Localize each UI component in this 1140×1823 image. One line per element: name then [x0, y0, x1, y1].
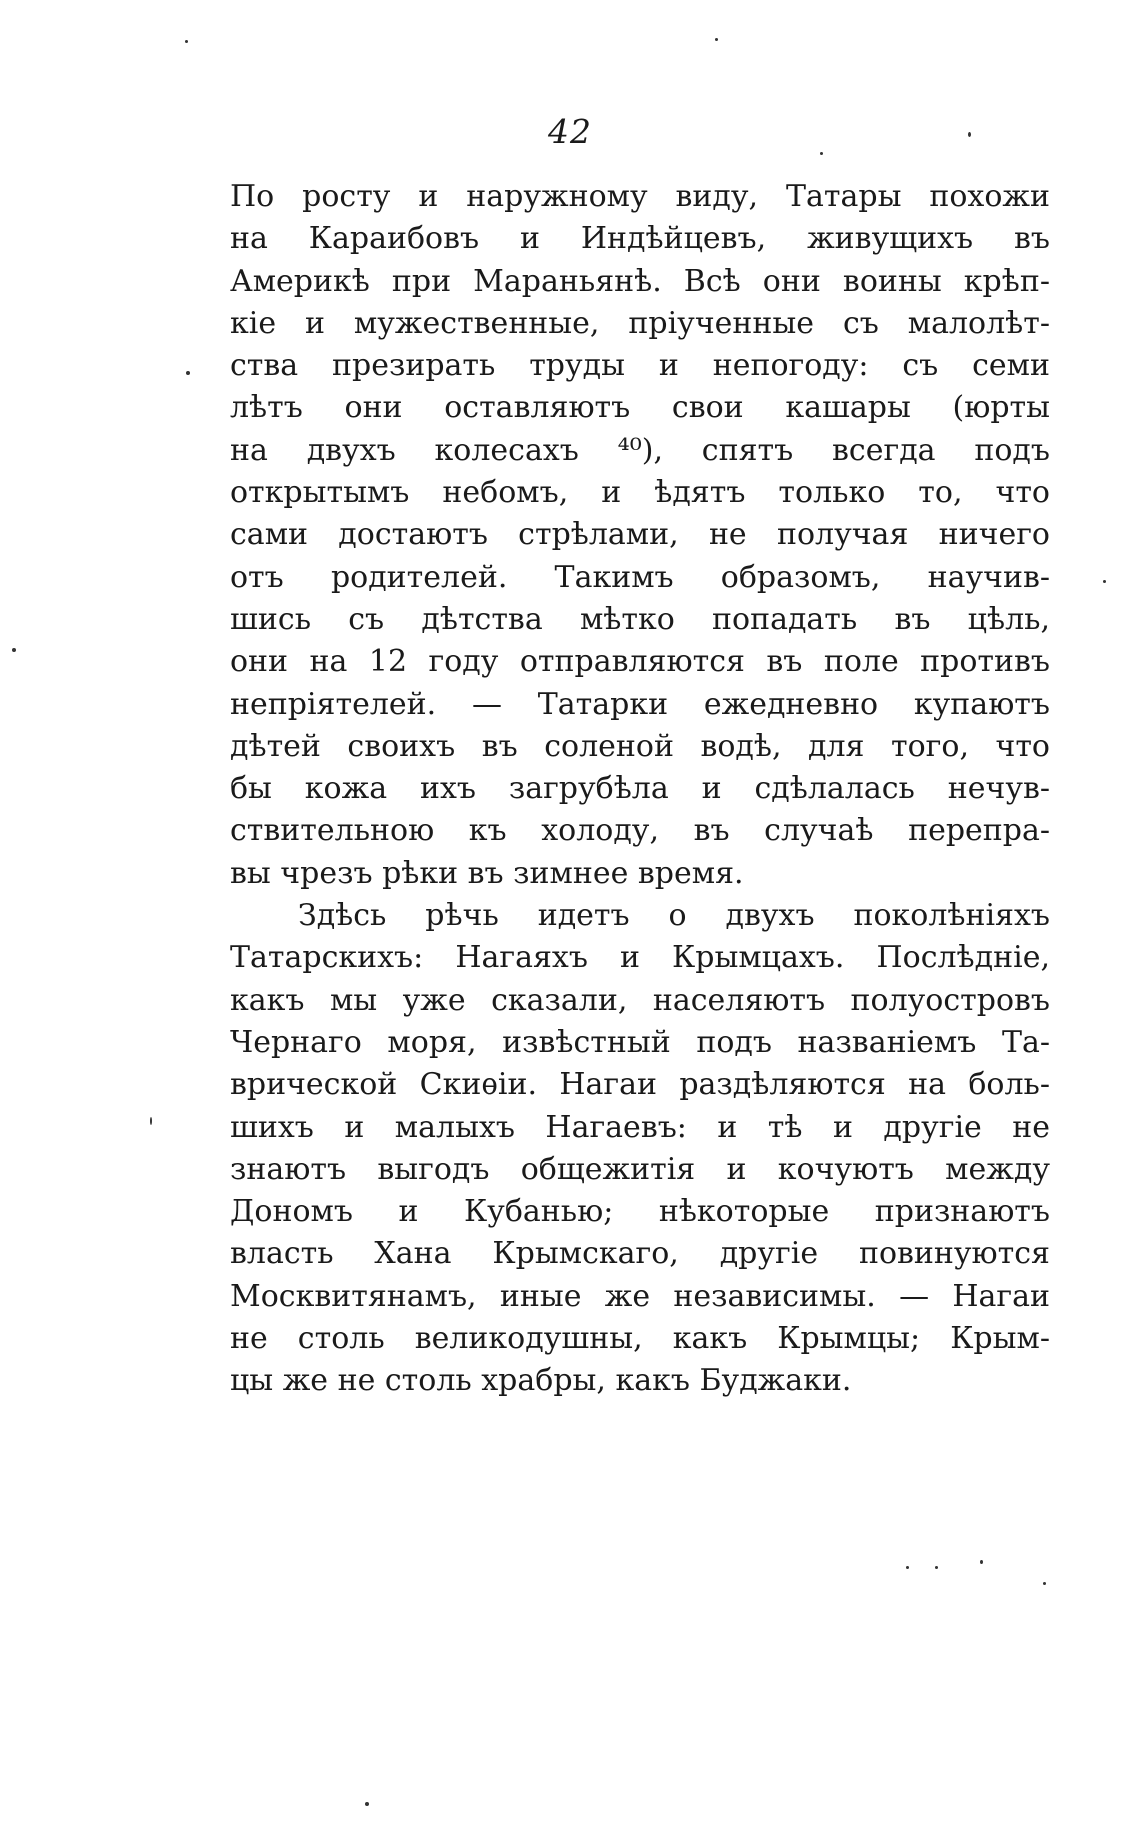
text-line: Чернаго моря, извѣстный подъ названіемъ Та- — [230, 1024, 1050, 1060]
paragraph-start-line: Здѣсь рѣчь идетъ о двухъ поколѣніяхъ — [298, 898, 1050, 934]
text-line: ства презирать труды и непогоду: съ семи — [230, 348, 1050, 384]
text-line: шихъ и малыхъ Нагаевъ: и тѣ и другіе не — [230, 1109, 1050, 1145]
paragraph-end-line: цы же не столь храбры, какъ Буджаки. — [230, 1363, 852, 1399]
text-line: врической Скиѳіи. Нагаи раздѣляются на боль- — [230, 1067, 1050, 1103]
text-line: на Караибовъ и Индѣйцевъ, живущихъ въ — [230, 221, 1050, 257]
print-speck — [968, 132, 971, 137]
paragraph-end-line: вы чрезъ рѣки въ зимнее время. — [230, 855, 744, 891]
text-line: они на 12 году отправляются въ поле противъ — [230, 644, 1050, 680]
print-speck — [820, 152, 823, 155]
text-line: на двухъ колесахъ ⁴⁰), спятъ всегда подъ — [230, 432, 1050, 468]
text-line: власть Хана Крымскаго, другіе повинуются — [230, 1236, 1050, 1272]
print-speck — [1043, 1582, 1046, 1585]
print-speck — [1103, 580, 1106, 583]
text-line: какъ мы уже сказали, населяютъ полуостровъ — [230, 982, 1050, 1018]
text-line: Москвитянамъ, иные же независимы. — Нагаи — [230, 1278, 1050, 1314]
text-line: сами достаютъ стрѣлами, не получая ничего — [230, 517, 1050, 553]
print-speck — [150, 1117, 152, 1125]
text-line: кіе и мужественные, пріученные съ малолѣт- — [230, 305, 1050, 341]
text-line: не столь великодушны, какъ Крымцы; Крым- — [230, 1321, 1050, 1357]
print-speck — [12, 648, 16, 652]
print-speck — [186, 371, 190, 375]
text-line: лѣтъ они оставляютъ свои кашары (юрты — [230, 390, 1050, 426]
print-speck — [980, 1560, 983, 1564]
text-line: По росту и наружному виду, Татары похожи — [230, 179, 1050, 214]
text-line: шись съ дѣтства мѣтко попадать въ цѣль, — [230, 601, 1050, 637]
text-line: бы кожа ихъ загрубѣла и сдѣлалась нечув- — [230, 771, 1050, 807]
text-line: отъ родителей. Такимъ образомъ, научив- — [230, 559, 1050, 595]
text-line: открытымъ небомъ, и ѣдятъ только то, что — [230, 475, 1050, 511]
print-speck — [185, 40, 188, 43]
text-line: знаютъ выгодъ общежитія и кочуютъ между — [230, 1151, 1050, 1187]
body-text — [230, 176, 1050, 1403]
print-speck — [935, 1566, 938, 1569]
print-speck — [365, 1802, 369, 1806]
text-line: Дономъ и Кубанью; нѣкоторые признаютъ — [230, 1194, 1050, 1230]
text-line: дѣтей своихъ въ соленой водѣ, для того, что — [230, 728, 1050, 764]
text-line: непріятелей. — Татарки ежедневно купаютъ — [230, 686, 1050, 722]
print-speck — [715, 38, 718, 41]
text-line: Татарскихъ: Нагаяхъ и Крымцахъ. Послѣдніе, — [230, 940, 1050, 976]
text-line: Америкѣ при Мараньянѣ. Всѣ они воины крѣп- — [230, 263, 1050, 299]
text-line: ствительною къ холоду, въ случаѣ перепра- — [230, 813, 1050, 849]
page-number: 42 — [548, 112, 592, 151]
print-speck — [906, 1566, 909, 1569]
